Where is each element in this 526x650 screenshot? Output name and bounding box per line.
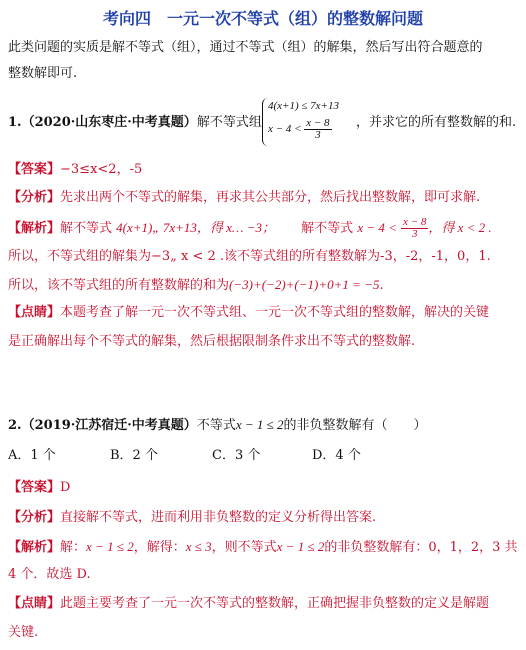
system-row-1: 4(x+1) ≤ 7x+13 [268,100,339,112]
solution-math: 4(x+1)„ 7x+13 [116,220,197,235]
solution-text: . [379,278,384,293]
option-c: C．3 个 [212,448,261,463]
q2-solution-line-2: 4 个．故选 D. [8,567,91,582]
q1-solution-line-1 [8,217,518,240]
q2-text: 不等式 [196,418,236,433]
q2-solution-line-1 [8,537,518,558]
comment-text: 此题主要考查了一元一次不等式的整数解，正确把握非负整数的定义是解题 [60,596,490,611]
answer-value: −3≤x<2，-5 [60,162,143,177]
solution-label: 【解析】 [8,221,61,236]
solution-label: 【解析】 [8,540,61,555]
q1-solution-line-2: 所以，不等式组的解集为−3„ x < 2 .该不等式组的所有整数解为-3，-2，-1，0，1. [8,249,491,264]
fraction-numerator: x − 8 [306,117,330,129]
analysis-label: 【分析】 [8,190,61,205]
analysis-text: 直接解不等式，进而利用非负整数的定义分析得出答案. [60,510,377,525]
q1-solution-line-3 [8,275,518,296]
solution-fraction [401,217,428,240]
solution-text: 解不等式 [60,221,113,236]
option-a: A．1 个 [8,448,56,463]
q1-text-before: 解不等式组 [196,115,262,130]
q1-inequality-system [262,98,352,146]
q2-comment-line-2: 关键. [8,625,39,640]
fraction-numerator: x − 8 [403,216,427,228]
intro-line-2: 整数解即可. [8,66,78,81]
comment-label: 【点睛】 [8,305,61,320]
solution-math: x ≤ 3 [185,539,212,554]
analysis-text: 先求出两个不等式的解集，再求其公共部分，然后找出整数解，即可求解. [60,190,481,205]
solution-math: ，得 x… −3； [196,220,276,235]
q1-text-after: ，并求它的所有整数解的和. [356,115,517,130]
fraction-denominator: 3 [315,129,321,141]
solution-math: (−3)+(−2)+(−1)+0+1 = −5 [229,277,380,292]
q2-prompt [8,415,518,436]
answer-label: 【答案】 [8,162,61,177]
q1-number: 1. [8,115,22,130]
solution-math: x − 1 ≤ 2 [86,539,134,554]
answer-label: 【答案】 [8,480,61,495]
solution-text: 的非负整数解有：0，1，2，3 共 [324,540,518,555]
analysis-label: 【分析】 [8,510,61,525]
fraction-denominator: 3 [411,228,418,240]
system-row-2-left: x − 4 < [268,123,302,136]
q1-comment-line-1 [8,303,518,323]
solution-text: ，则不等式 [211,540,277,555]
system-row-2-fraction [304,118,331,141]
q2-number: 2. [8,418,22,433]
option-d: D．4 个 [312,448,361,463]
q1-source: （2020·山东枣庄·中考真题） [21,115,197,130]
q1-analysis [8,188,518,208]
q2-comment-line-1 [8,594,518,614]
solution-math: x − 4 < [357,220,397,235]
comment-text: 本题考查了解一元一次不等式组、一元一次不等式组的整数解，解决的关键 [60,305,490,320]
solution-text: 解不等式 [301,221,354,236]
option-b: B．2 个 [110,448,158,463]
comment-label: 【点睛】 [8,596,61,611]
solution-math: ，得 x < 2 . [428,220,492,235]
system-row-2 [268,118,332,141]
q2-source: （2019·江苏宿迁·中考真题） [21,418,197,433]
solution-math: x − 1 ≤ 2 [276,539,325,554]
q2-answer [8,478,518,498]
solution-text: 解： [60,540,87,555]
q2-analysis [8,508,518,528]
q2-math: x − 1 ≤ 2 [235,417,284,432]
intro-line-1: 此类问题的实质是解不等式（组），通过不等式（组）的解集，然后写出符合题意的 [8,40,483,55]
q1-comment-line-2: 是正确解出每个不等式的解集，然后根据限制条件求出不等式的整数解. [8,334,416,349]
section-title: 考向四 一元一次不等式（组）的整数解问题 [102,9,423,28]
q2-text: 的非负整数解有（ ） [283,418,427,433]
q1-answer [8,160,518,180]
solution-text: ，解得： [133,540,186,555]
solution-text: 所以，该不等式组的所有整数解的和为 [8,278,230,293]
answer-value: D [60,480,71,495]
